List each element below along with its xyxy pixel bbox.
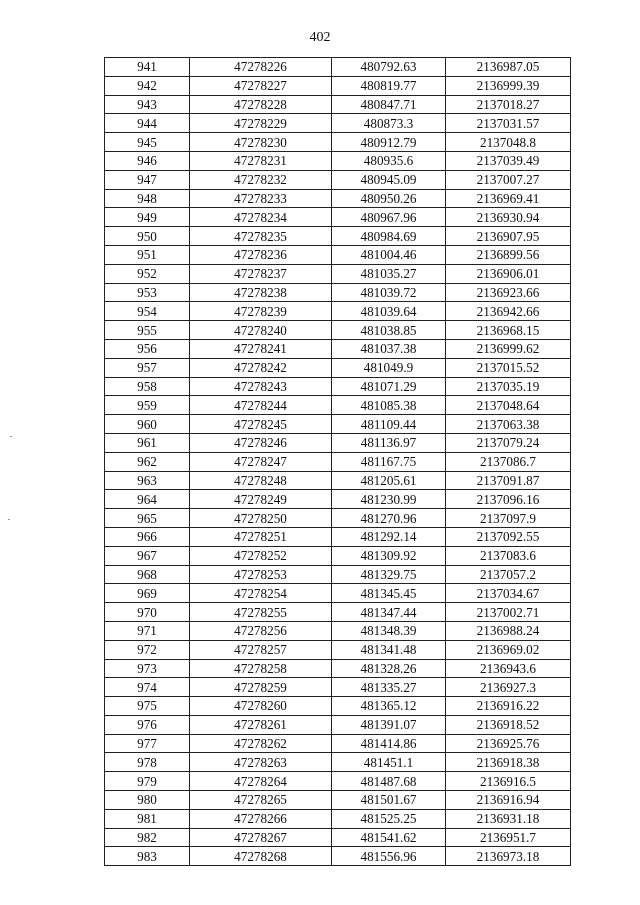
y-coordinate-cell: 2137057.2 <box>446 565 571 584</box>
point-id-cell: 47278233 <box>190 189 332 208</box>
scan-speck <box>8 519 10 520</box>
y-coordinate-cell: 2136923.66 <box>446 283 571 302</box>
point-id-cell: 47278239 <box>190 302 332 321</box>
row-index-cell: 959 <box>105 396 190 415</box>
table-row <box>105 772 571 791</box>
table-row <box>105 358 571 377</box>
point-id-cell: 47278227 <box>190 76 332 95</box>
y-coordinate-cell: 2137034.67 <box>446 584 571 603</box>
row-index-cell: 941 <box>105 58 190 77</box>
row-index-cell: 970 <box>105 603 190 622</box>
y-coordinate-cell: 2136951.7 <box>446 828 571 847</box>
point-id-cell: 47278243 <box>190 377 332 396</box>
point-id-cell: 47278234 <box>190 208 332 227</box>
y-coordinate-cell: 2136925.76 <box>446 734 571 753</box>
table-row <box>105 715 571 734</box>
x-coordinate-cell: 481347.44 <box>332 603 446 622</box>
point-id-cell: 47278262 <box>190 734 332 753</box>
x-coordinate-cell: 480792.63 <box>332 58 446 77</box>
y-coordinate-cell: 2136899.56 <box>446 245 571 264</box>
point-id-cell: 47278266 <box>190 809 332 828</box>
y-coordinate-cell: 2137083.6 <box>446 546 571 565</box>
table-row <box>105 753 571 772</box>
table-row <box>105 847 571 866</box>
y-coordinate-cell: 2136918.38 <box>446 753 571 772</box>
x-coordinate-cell: 481348.39 <box>332 621 446 640</box>
x-coordinate-cell: 481391.07 <box>332 715 446 734</box>
table-row <box>105 471 571 490</box>
point-id-cell: 47278236 <box>190 245 332 264</box>
table-row <box>105 490 571 509</box>
x-coordinate-cell: 480984.69 <box>332 227 446 246</box>
row-index-cell: 949 <box>105 208 190 227</box>
point-id-cell: 47278249 <box>190 490 332 509</box>
y-coordinate-cell: 2136906.01 <box>446 264 571 283</box>
row-index-cell: 952 <box>105 264 190 283</box>
point-id-cell: 47278259 <box>190 678 332 697</box>
point-id-cell: 47278240 <box>190 321 332 340</box>
point-id-cell: 47278247 <box>190 452 332 471</box>
y-coordinate-cell: 2136916.22 <box>446 697 571 716</box>
table-row <box>105 95 571 114</box>
x-coordinate-cell: 481345.45 <box>332 584 446 603</box>
y-coordinate-cell: 2137015.52 <box>446 358 571 377</box>
point-id-cell: 47278252 <box>190 546 332 565</box>
table-row <box>105 659 571 678</box>
point-id-cell: 47278268 <box>190 847 332 866</box>
x-coordinate-cell: 481270.96 <box>332 509 446 528</box>
y-coordinate-cell: 2137031.57 <box>446 114 571 133</box>
x-coordinate-cell: 481335.27 <box>332 678 446 697</box>
table-row <box>105 678 571 697</box>
row-index-cell: 943 <box>105 95 190 114</box>
x-coordinate-cell: 481038.85 <box>332 321 446 340</box>
x-coordinate-cell: 480967.96 <box>332 208 446 227</box>
x-coordinate-cell: 481037.38 <box>332 339 446 358</box>
point-id-cell: 47278235 <box>190 227 332 246</box>
row-index-cell: 960 <box>105 415 190 434</box>
x-coordinate-cell: 481039.64 <box>332 302 446 321</box>
y-coordinate-cell: 2136987.05 <box>446 58 571 77</box>
table-row <box>105 377 571 396</box>
point-id-cell: 47278258 <box>190 659 332 678</box>
x-coordinate-cell: 481205.61 <box>332 471 446 490</box>
point-id-cell: 47278250 <box>190 509 332 528</box>
row-index-cell: 963 <box>105 471 190 490</box>
point-id-cell: 47278228 <box>190 95 332 114</box>
y-coordinate-cell: 2137079.24 <box>446 433 571 452</box>
row-index-cell: 942 <box>105 76 190 95</box>
point-id-cell: 47278241 <box>190 339 332 358</box>
row-index-cell: 955 <box>105 321 190 340</box>
point-id-cell: 47278265 <box>190 791 332 810</box>
y-coordinate-cell: 2136927.3 <box>446 678 571 697</box>
point-id-cell: 47278251 <box>190 527 332 546</box>
row-index-cell: 961 <box>105 433 190 452</box>
point-id-cell: 47278229 <box>190 114 332 133</box>
row-index-cell: 979 <box>105 772 190 791</box>
row-index-cell: 973 <box>105 659 190 678</box>
table-row <box>105 433 571 452</box>
table-row <box>105 151 571 170</box>
row-index-cell: 950 <box>105 227 190 246</box>
point-id-cell: 47278246 <box>190 433 332 452</box>
point-id-cell: 47278245 <box>190 415 332 434</box>
point-id-cell: 47278255 <box>190 603 332 622</box>
scan-speck <box>10 436 12 437</box>
x-coordinate-cell: 481085.38 <box>332 396 446 415</box>
row-index-cell: 954 <box>105 302 190 321</box>
y-coordinate-cell: 2136968.15 <box>446 321 571 340</box>
table-row <box>105 133 571 152</box>
table-row <box>105 302 571 321</box>
table-row <box>105 227 571 246</box>
table-row <box>105 264 571 283</box>
x-coordinate-cell: 481071.29 <box>332 377 446 396</box>
x-coordinate-cell: 481501.67 <box>332 791 446 810</box>
x-coordinate-cell: 481230.99 <box>332 490 446 509</box>
x-coordinate-cell: 481167.75 <box>332 452 446 471</box>
y-coordinate-cell: 2136973.18 <box>446 847 571 866</box>
table-row <box>105 509 571 528</box>
x-coordinate-cell: 481004.46 <box>332 245 446 264</box>
x-coordinate-cell: 481525.25 <box>332 809 446 828</box>
point-id-cell: 47278232 <box>190 170 332 189</box>
point-id-cell: 47278264 <box>190 772 332 791</box>
y-coordinate-cell: 2136969.41 <box>446 189 571 208</box>
point-id-cell: 47278237 <box>190 264 332 283</box>
row-index-cell: 978 <box>105 753 190 772</box>
table-row <box>105 58 571 77</box>
y-coordinate-cell: 2137096.16 <box>446 490 571 509</box>
x-coordinate-cell: 481049.9 <box>332 358 446 377</box>
row-index-cell: 969 <box>105 584 190 603</box>
x-coordinate-cell: 480950.26 <box>332 189 446 208</box>
table-row <box>105 828 571 847</box>
point-id-cell: 47278244 <box>190 396 332 415</box>
x-coordinate-cell: 481365.12 <box>332 697 446 716</box>
table-row <box>105 809 571 828</box>
table-row <box>105 208 571 227</box>
y-coordinate-cell: 2136907.95 <box>446 227 571 246</box>
table-row <box>105 640 571 659</box>
table-row <box>105 396 571 415</box>
row-index-cell: 977 <box>105 734 190 753</box>
y-coordinate-cell: 2137063.38 <box>446 415 571 434</box>
row-index-cell: 956 <box>105 339 190 358</box>
table-row <box>105 76 571 95</box>
row-index-cell: 980 <box>105 791 190 810</box>
point-id-cell: 47278257 <box>190 640 332 659</box>
x-coordinate-cell: 481136.97 <box>332 433 446 452</box>
y-coordinate-cell: 2137018.27 <box>446 95 571 114</box>
row-index-cell: 981 <box>105 809 190 828</box>
table-row <box>105 452 571 471</box>
x-coordinate-cell: 480819.77 <box>332 76 446 95</box>
y-coordinate-cell: 2136999.62 <box>446 339 571 358</box>
x-coordinate-cell: 481329.75 <box>332 565 446 584</box>
table-row <box>105 283 571 302</box>
point-id-cell: 47278231 <box>190 151 332 170</box>
point-id-cell: 47278260 <box>190 697 332 716</box>
coordinates-table-body <box>105 58 571 866</box>
row-index-cell: 957 <box>105 358 190 377</box>
point-id-cell: 47278248 <box>190 471 332 490</box>
table-row <box>105 603 571 622</box>
row-index-cell: 946 <box>105 151 190 170</box>
table-row <box>105 415 571 434</box>
table-row <box>105 114 571 133</box>
point-id-cell: 47278267 <box>190 828 332 847</box>
x-coordinate-cell: 480847.71 <box>332 95 446 114</box>
point-id-cell: 47278238 <box>190 283 332 302</box>
row-index-cell: 962 <box>105 452 190 471</box>
y-coordinate-cell: 2136916.94 <box>446 791 571 810</box>
x-coordinate-cell: 481541.62 <box>332 828 446 847</box>
point-id-cell: 47278256 <box>190 621 332 640</box>
row-index-cell: 967 <box>105 546 190 565</box>
point-id-cell: 47278242 <box>190 358 332 377</box>
row-index-cell: 958 <box>105 377 190 396</box>
point-id-cell: 47278230 <box>190 133 332 152</box>
table-row <box>105 245 571 264</box>
y-coordinate-cell: 2137091.87 <box>446 471 571 490</box>
y-coordinate-cell: 2136918.52 <box>446 715 571 734</box>
y-coordinate-cell: 2137086.7 <box>446 452 571 471</box>
row-index-cell: 976 <box>105 715 190 734</box>
row-index-cell: 975 <box>105 697 190 716</box>
table-row <box>105 697 571 716</box>
y-coordinate-cell: 2136942.66 <box>446 302 571 321</box>
y-coordinate-cell: 2137007.27 <box>446 170 571 189</box>
y-coordinate-cell: 2136988.24 <box>446 621 571 640</box>
x-coordinate-cell: 481451.1 <box>332 753 446 772</box>
point-id-cell: 47278254 <box>190 584 332 603</box>
x-coordinate-cell: 480873.3 <box>332 114 446 133</box>
x-coordinate-cell: 481341.48 <box>332 640 446 659</box>
page-number: 402 <box>309 30 331 45</box>
table-row <box>105 339 571 358</box>
row-index-cell: 945 <box>105 133 190 152</box>
row-index-cell: 948 <box>105 189 190 208</box>
x-coordinate-cell: 481039.72 <box>332 283 446 302</box>
y-coordinate-cell: 2136943.6 <box>446 659 571 678</box>
x-coordinate-cell: 481109.44 <box>332 415 446 434</box>
table-row <box>105 621 571 640</box>
y-coordinate-cell: 2136916.5 <box>446 772 571 791</box>
table-row <box>105 170 571 189</box>
table-row <box>105 734 571 753</box>
row-index-cell: 982 <box>105 828 190 847</box>
point-id-cell: 47278226 <box>190 58 332 77</box>
table-row <box>105 189 571 208</box>
x-coordinate-cell: 481487.68 <box>332 772 446 791</box>
x-coordinate-cell: 481309.92 <box>332 546 446 565</box>
x-coordinate-cell: 480912.79 <box>332 133 446 152</box>
y-coordinate-cell: 2137048.64 <box>446 396 571 415</box>
y-coordinate-cell: 2137035.19 <box>446 377 571 396</box>
x-coordinate-cell: 481556.96 <box>332 847 446 866</box>
y-coordinate-cell: 2137039.49 <box>446 151 571 170</box>
y-coordinate-cell: 2136969.02 <box>446 640 571 659</box>
row-index-cell: 964 <box>105 490 190 509</box>
point-id-cell: 47278261 <box>190 715 332 734</box>
x-coordinate-cell: 481292.14 <box>332 527 446 546</box>
y-coordinate-cell: 2137097.9 <box>446 509 571 528</box>
x-coordinate-cell: 481035.27 <box>332 264 446 283</box>
row-index-cell: 971 <box>105 621 190 640</box>
y-coordinate-cell: 2137092.55 <box>446 527 571 546</box>
y-coordinate-cell: 2136931.18 <box>446 809 571 828</box>
row-index-cell: 983 <box>105 847 190 866</box>
y-coordinate-cell: 2136930.94 <box>446 208 571 227</box>
row-index-cell: 953 <box>105 283 190 302</box>
y-coordinate-cell: 2137048.8 <box>446 133 571 152</box>
y-coordinate-cell: 2136999.39 <box>446 76 571 95</box>
row-index-cell: 966 <box>105 527 190 546</box>
row-index-cell: 944 <box>105 114 190 133</box>
table-row <box>105 791 571 810</box>
y-coordinate-cell: 2137002.71 <box>446 603 571 622</box>
point-id-cell: 47278263 <box>190 753 332 772</box>
row-index-cell: 968 <box>105 565 190 584</box>
table-row <box>105 546 571 565</box>
table-row <box>105 321 571 340</box>
table-row <box>105 565 571 584</box>
row-index-cell: 965 <box>105 509 190 528</box>
row-index-cell: 947 <box>105 170 190 189</box>
x-coordinate-cell: 480935.6 <box>332 151 446 170</box>
point-id-cell: 47278253 <box>190 565 332 584</box>
x-coordinate-cell: 481328.26 <box>332 659 446 678</box>
x-coordinate-cell: 481414.86 <box>332 734 446 753</box>
table-row <box>105 527 571 546</box>
row-index-cell: 974 <box>105 678 190 697</box>
x-coordinate-cell: 480945.09 <box>332 170 446 189</box>
row-index-cell: 972 <box>105 640 190 659</box>
table-row <box>105 584 571 603</box>
coordinates-table <box>104 57 571 866</box>
row-index-cell: 951 <box>105 245 190 264</box>
